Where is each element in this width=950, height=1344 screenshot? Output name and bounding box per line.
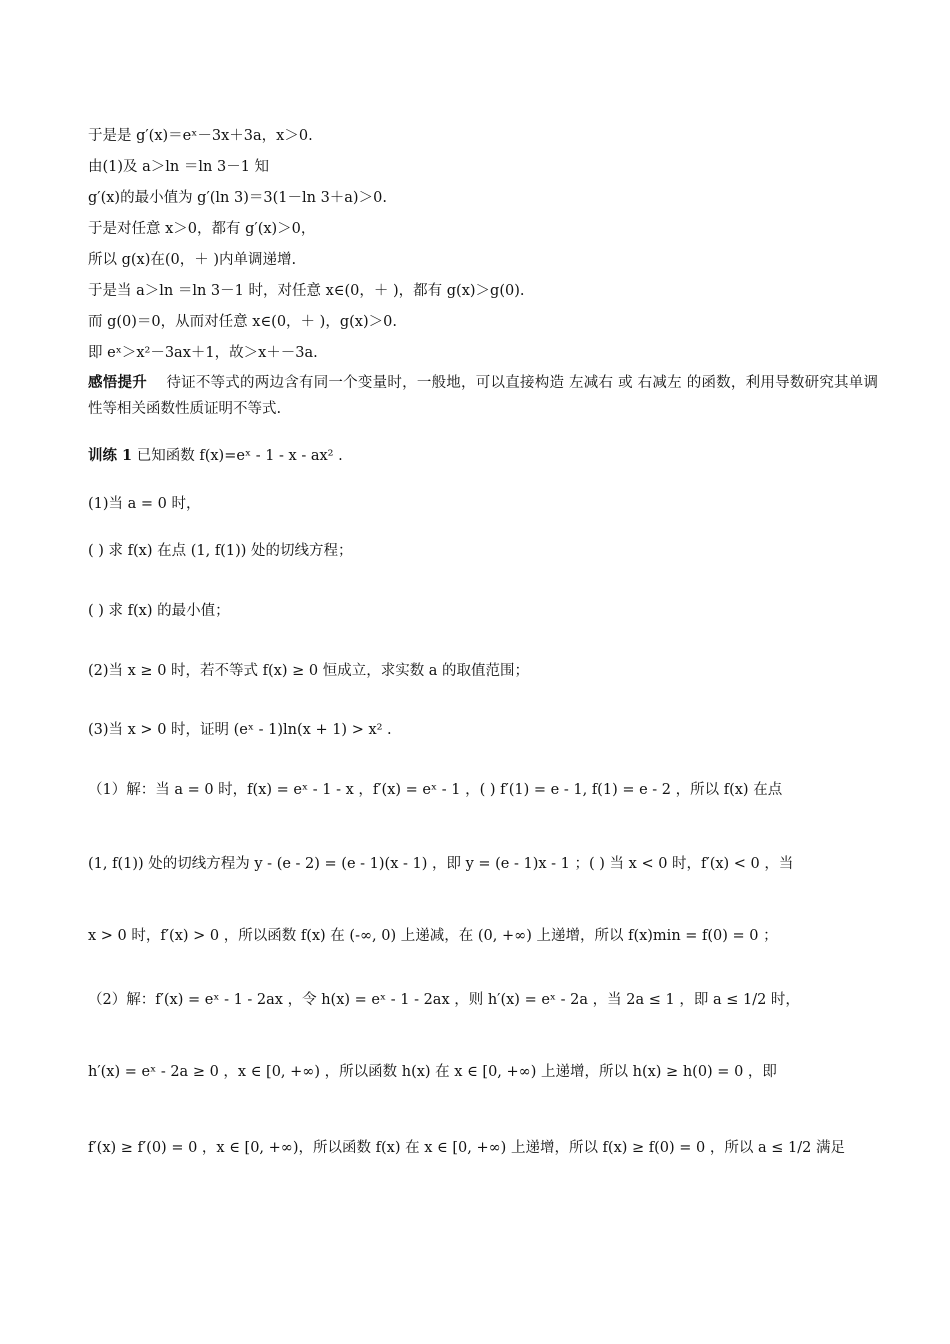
question-2: (2)当 x ≥ 0 时，若不等式 f(x) ≥ 0 恒成立，求实数 a 的取值范围；: [88, 663, 530, 679]
proof-line-5: 所以 g(x)在(0，＋ )内单调递增.: [88, 252, 297, 268]
solution-line-2: (1, f(1)) 处的切线方程为 y - (e - 2) = (e - 1)(x - 1) ，即 y = (e - 1)x - 1 ；( ) 当 x < 0 时，f′(x) < 0 ，当: [88, 856, 794, 872]
insight-text: 待证不等式的两边含有同一个变量时，一般地，可以直接构造 左减右 或 右减左 的函数，利用导数研究其单调性等相关函数性质证明不等式.: [88, 375, 879, 417]
question-3: (3)当 x > 0 时，证明 (eˣ - 1)ln(x + 1) > x² .: [88, 722, 392, 738]
proof-line-1: 于是是 g′(x)＝eˣ－3x＋3a，x＞0.: [88, 128, 313, 144]
solution-line-4: （2）解：f′(x) = eˣ - 1 - 2ax ，令 h(x) = eˣ - 1 - 2ax ，则 h′(x) = eˣ - 2a ，当 2a ≤ 1 ，即 a ≤ 1/2 时，: [88, 992, 800, 1008]
question-1-ii: ( ) 求 f(x) 的最小值；: [88, 603, 230, 619]
proof-line-6: 于是当 a＞ln ＝ln 3－1 时，对任意 x∈(0，＋ )，都有 g(x)＞g(0).: [88, 283, 525, 299]
solution-line-3: x > 0 时，f′(x) > 0 ，所以函数 f(x) 在 (-∞, 0) 上递减，在 (0, +∞) 上递增，所以 f(x)min = f(0) = 0 ；: [88, 928, 778, 944]
solution-line-6: f′(x) ≥ f′(0) = 0 ，x ∈ [0, +∞)，所以函数 f(x) 在 x ∈ [0, +∞) 上递增，所以 f(x) ≥ f(0) = 0 ，所以 a ≤ 1/2 满足: [88, 1140, 845, 1156]
proof-line-2: 由(1)及 a＞ln ＝ln 3－1 知: [88, 159, 270, 175]
proof-line-4: 于是对任意 x＞0，都有 g′(x)＞0，: [88, 221, 316, 237]
solution-line-5: h′(x) = eˣ - 2a ≥ 0 ，x ∈ [0, +∞) ，所以函数 h(x) 在 x ∈ [0, +∞) 上递增，所以 h(x) ≥ h(0) = 0 ，即: [88, 1064, 777, 1080]
insight-paragraph: [88, 370, 878, 422]
exercise-intro-text: 已知函数 f(x)=eˣ - 1 - x - ax² .: [136, 448, 343, 464]
proof-line-3: g′(x)的最小值为 g′(ln 3)＝3(1－ln 3＋a)＞0.: [88, 190, 387, 206]
solution-line-1: （1）解：当 a = 0 时，f(x) = eˣ - 1 - x ，f′(x) = eˣ - 1 ，( ) f′(1) = e - 1, f(1) = e - 2 ，所以 f(x) 在点: [88, 782, 783, 798]
insight-label: 感悟提升: [88, 374, 147, 391]
exercise-intro: [88, 446, 878, 466]
question-1: (1)当 a = 0 时，: [88, 496, 201, 512]
exercise-label: 训练 1: [88, 447, 133, 464]
question-1-i: ( ) 求 f(x) 在点 (1, f(1)) 处的切线方程；: [88, 543, 353, 559]
proof-line-8: 即 eˣ＞x²－3ax＋1，故＞x＋－3a.: [88, 345, 318, 361]
proof-line-7: 而 g(0)＝0，从而对任意 x∈(0，＋ )，g(x)＞0.: [88, 314, 397, 330]
